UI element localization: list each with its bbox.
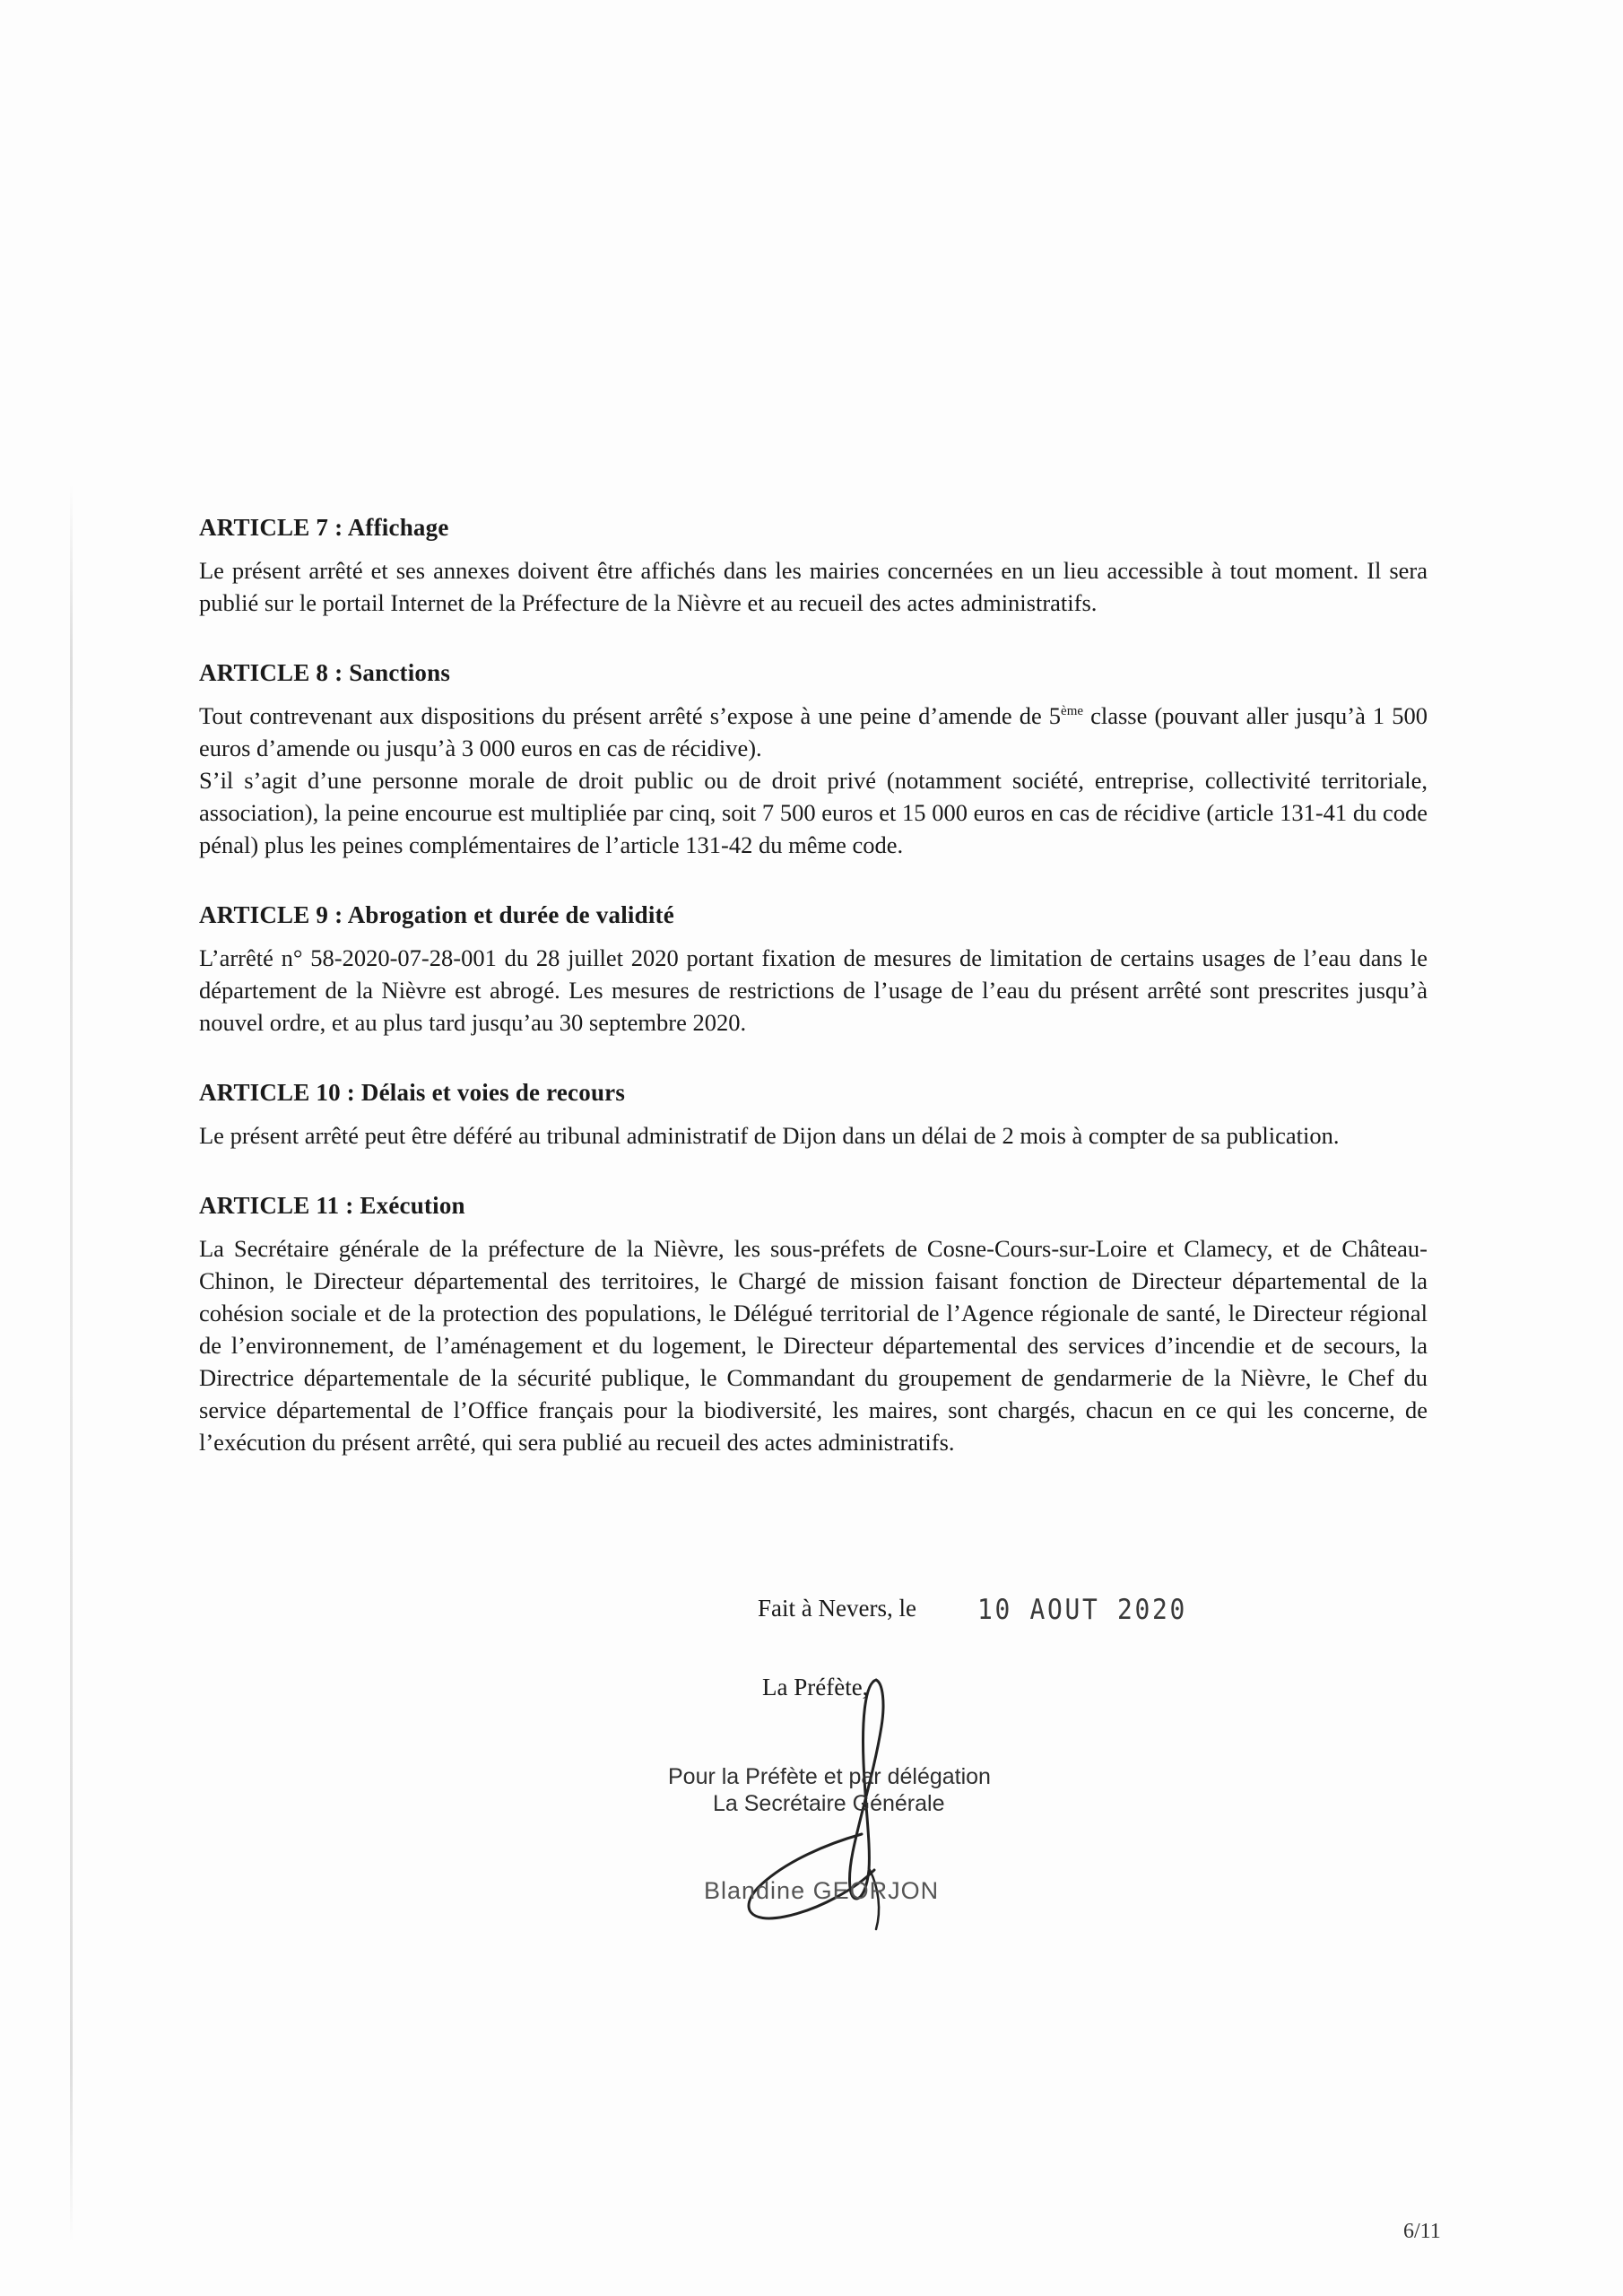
article-title: ARTICLE 8 : Sanctions	[199, 659, 451, 686]
text-segment: classe (pouvant aller jusqu’à 1 500 euros d’amende ou jusqu’à 3 000 euros en cas de récidive).	[199, 702, 1428, 761]
article-title: ARTICLE 9 : Abrogation et durée de validité	[199, 901, 674, 928]
scan-edge-shadow	[70, 484, 73, 2242]
article-9	[199, 899, 1428, 1039]
article-paragraph: S’il s’agit d’une personne morale de droit public ou de droit privé (notamment société, entreprise, collectivité territoriale, association), la peine encourue est multipliée par cinq, soit 7 500 euros et 15 000 euros en cas de récidive (article 131-41 du code pénal) plus les peines complémentaires de l’article 131-42 du même code.	[199, 767, 1428, 858]
signatory-name: Blandine GEORJON	[704, 1877, 940, 1904]
document-body	[199, 511, 1428, 1496]
delegation-stamp-line: Pour la Préfète et par délégation	[668, 1764, 991, 1789]
signatory-role: La Préfète,	[762, 1674, 869, 1700]
article-11	[199, 1189, 1428, 1458]
article-7	[199, 511, 1428, 619]
place-of-signature: Fait à Nevers, le	[758, 1595, 916, 1622]
delegation-stamp-line: La Secrétaire Générale	[713, 1791, 945, 1816]
page-number: 6/11	[1403, 2220, 1441, 2243]
article-paragraph: Le présent arrêté et ses annexes doivent être affichés dans les mairies concernées en un lieu accessible à tout moment. Il sera publié sur le portail Internet de la Préfecture de la Nièvre et au recueil des actes administratifs.	[199, 557, 1428, 616]
date-stamp: 10 AOUT 2020	[977, 1594, 1187, 1626]
article-10	[199, 1076, 1428, 1152]
article-title: ARTICLE 10 : Délais et voies de recours	[199, 1079, 626, 1106]
superscript: ème	[1061, 704, 1084, 719]
article-paragraph: L’arrêté n° 58-2020-07-28-001 du 28 juillet 2020 portant fixation de mesures de limitation de certains usages de l’eau dans le département de la Nièvre est abrogé. Les mesures de restrictions de l’usage de l’eau du présent arrêté sont prescrites jusqu’à nouvel ordre, et au plus tard jusqu’au 30 septembre 2020.	[199, 944, 1428, 1036]
article-title: ARTICLE 11 : Exécution	[199, 1192, 465, 1219]
article-paragraph: La Secrétaire générale de la préfecture de la Nièvre, les sous-préfets de Cosne-Cours-sur-Loire et Clamecy, et de Château-Chinon, le Directeur départemental des territoires, le Chargé de mission faisant fonction de Directeur départemental de la cohésion sociale et de la protection des populations, le Délégué territorial de l’Agence régionale de santé, le Directeur régional de l’environnement, de l’aménagement et du logement, le Directeur départemental des services d’incendie et de secours, la Directrice départementale de la sécurité publique, le Commandant du groupement de gendarmerie de la Nièvre, le Chef du service départemental de l’Office français pour la biodiversité, les maires, sont chargés, chacun en ce qui les concerne, de l’exécution du présent arrêté, qui sera publié au recueil des actes administratifs.	[199, 1235, 1428, 1456]
article-paragraph: Le présent arrêté peut être déféré au tribunal administratif de Dijon dans un délai de 2 mois à compter de sa publication.	[199, 1122, 1340, 1149]
article-title: ARTICLE 7 : Affichage	[199, 514, 449, 541]
article-8	[199, 657, 1428, 861]
text-segment: Tout contrevenant aux dispositions du présent arrêté s’expose à une peine d’amende de 5	[199, 702, 1062, 729]
article-paragraph	[199, 700, 1428, 764]
